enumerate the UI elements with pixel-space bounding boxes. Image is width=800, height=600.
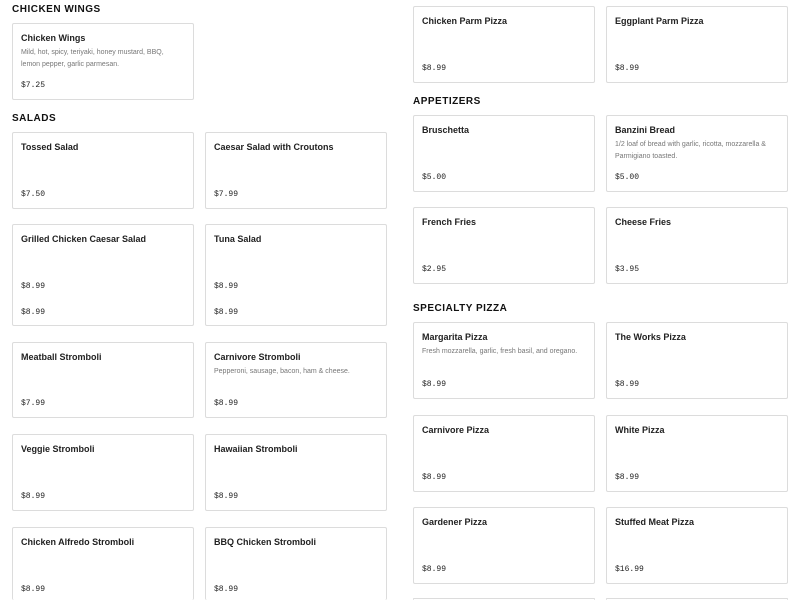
menu-item-partial[interactable] [205,300,387,326]
item-price: $8.99 [615,64,640,73]
item-price: $7.25 [21,81,46,90]
menu-item-chicken-parm-pizza[interactable] [413,6,595,83]
item-name: Carnivore Pizza [422,425,490,435]
menu-item-gardener-pizza[interactable] [413,507,595,584]
section-title-appetizers: APPETIZERS [413,96,481,107]
item-name: BBQ Chicken Stromboli [214,537,317,547]
item-price: $5.00 [615,173,640,182]
item-price: $8.99 [21,308,46,317]
menu-item-hawaiian-stromboli[interactable] [205,434,387,511]
item-price: $7.50 [21,190,46,199]
item-description: 1/2 loaf of bread with garlic, ricotta, mozzarella & Parmigiano toasted. [615,141,766,160]
item-price: $8.99 [422,380,447,389]
menu-item-cheese-fries[interactable] [606,207,788,284]
item-description: Fresh mozzarella, garlic, fresh basil, and oregano. [422,348,578,355]
menu-item-grilled-chicken-caesar[interactable] [12,224,194,300]
item-name: Veggie Stromboli [21,444,95,454]
item-name: Hawaiian Stromboli [214,444,298,454]
item-price: $8.99 [21,282,46,291]
menu-item-tuna-salad[interactable] [205,224,387,300]
menu-item-chicken-alfredo-stromboli[interactable] [12,527,194,600]
item-name: Carnivore Stromboli [214,352,301,362]
item-price: $5.00 [422,173,447,182]
item-name: Gardener Pizza [422,517,488,527]
item-name: Bruschetta [422,125,470,135]
menu-item-caesar-salad[interactable] [205,132,387,209]
menu-item-carnivore-stromboli[interactable] [205,342,387,418]
item-price: $7.99 [21,399,46,408]
item-price: $8.99 [214,585,239,594]
item-price: $16.99 [615,565,644,574]
menu-item-tossed-salad[interactable] [12,132,194,209]
item-name: Banzini Bread [615,125,676,135]
menu-item-bbq-chicken-stromboli[interactable] [205,527,387,600]
item-price: $8.99 [422,565,447,574]
item-name: Cheese Fries [615,217,672,227]
menu-item-stuffed-meat-pizza[interactable] [606,507,788,584]
section-title-salads: SALADS [12,113,57,124]
item-price: $8.99 [422,473,447,482]
item-name: Eggplant Parm Pizza [615,16,704,26]
item-name: Caesar Salad with Croutons [214,142,334,152]
item-description: Mild, hot, spicy, teriyaki, honey mustard, BBQ, lemon pepper, garlic parmesan. [21,49,164,68]
item-description: Pepperoni, sausage, bacon, ham & cheese. [214,368,350,375]
menu-item-chicken-wings[interactable] [12,23,194,100]
item-name: Tuna Salad [214,234,262,244]
menu-item-white-pizza[interactable] [606,415,788,492]
menu-item-works-pizza[interactable] [606,322,788,399]
item-price: $3.95 [615,265,640,274]
item-price: $8.99 [615,473,640,482]
item-price: $8.99 [214,399,239,408]
item-name: Stuffed Meat Pizza [615,517,695,527]
item-price: $8.99 [21,492,46,501]
menu-item-banzini-bread[interactable] [606,115,788,192]
menu-item-partial[interactable] [12,300,194,326]
menu-item-carnivore-pizza[interactable] [413,415,595,492]
item-name: Chicken Wings [21,33,86,43]
item-price: $8.99 [615,380,640,389]
menu-item-eggplant-parm-pizza[interactable] [606,6,788,83]
menu-item-veggie-stromboli[interactable] [12,434,194,511]
item-name: Chicken Alfredo Stromboli [21,537,135,547]
item-name: French Fries [422,217,477,227]
item-name: White Pizza [615,425,665,435]
section-title-chicken-wings: CHICKEN WINGS [12,4,101,15]
item-price: $8.99 [422,64,447,73]
menu-item-margarita-pizza[interactable] [413,322,595,399]
item-price: $8.99 [21,585,46,594]
item-name: Meatball Stromboli [21,352,102,362]
item-name: Tossed Salad [21,142,79,152]
section-title-specialty-pizza: SPECIALTY PIZZA [413,303,508,314]
item-name: The Works Pizza [615,332,686,342]
item-name: Chicken Parm Pizza [422,16,508,26]
item-name: Margarita Pizza [422,332,488,342]
menu-item-meatball-stromboli[interactable] [12,342,194,418]
menu-item-bruschetta[interactable] [413,115,595,192]
item-price: $7.99 [214,190,239,199]
item-name: Grilled Chicken Caesar Salad [21,234,147,244]
item-price: $2.95 [422,265,447,274]
item-price: $8.99 [214,308,239,317]
menu-item-french-fries[interactable] [413,207,595,284]
item-price: $8.99 [214,492,239,501]
item-price: $8.99 [214,282,239,291]
